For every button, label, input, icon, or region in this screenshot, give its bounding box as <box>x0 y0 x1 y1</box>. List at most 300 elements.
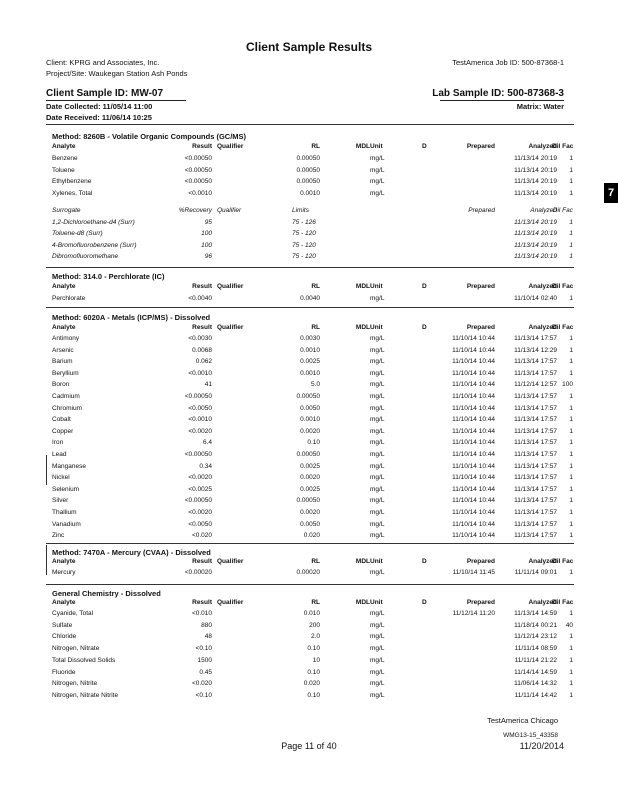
res-cell: <0.0020 <box>188 509 212 516</box>
unit-cell: mg/L <box>370 485 385 493</box>
name-cell: Cobalt <box>52 416 71 424</box>
unit-cell: Unit <box>370 558 383 565</box>
dil-cell: 1 <box>569 358 573 366</box>
rl-cell: 0.0020 <box>300 509 320 516</box>
unit-cell: mg/L <box>370 509 385 516</box>
anal-cell: 11/11/14 14:42 <box>514 691 557 699</box>
method-7470-title: Method: 7470A - Mercury (CVAA) - Dissolved <box>52 548 211 557</box>
name-cell: Ethylbenzene <box>52 178 92 185</box>
name-cell: Cyanide, Total <box>52 610 94 617</box>
table-row <box>52 463 574 473</box>
qual-cell: Qualifier <box>217 558 244 565</box>
table-row <box>52 381 574 391</box>
anal-cell: 11/13/14 17:57 <box>514 532 557 540</box>
dil-cell: Dil Fac <box>552 207 573 214</box>
res-cell: Result <box>192 558 212 565</box>
dil-cell: 1 <box>569 645 573 653</box>
rl-cell: 0.0010 <box>300 189 320 197</box>
anal-cell: 11/13/14 17:57 <box>514 509 557 516</box>
unit-cell: mg/L <box>370 295 385 302</box>
res-cell: <0.020 <box>191 680 212 688</box>
rl-cell: 0.00050 <box>296 155 320 162</box>
name-cell: Barium <box>52 358 73 366</box>
dil-cell: 100 <box>562 381 573 389</box>
dil-cell: 1 <box>569 474 573 482</box>
table-row <box>52 451 574 461</box>
table-row <box>52 295 574 305</box>
lab-id-underline <box>440 100 564 101</box>
prep-cell: 11/10/14 10:44 <box>452 451 495 458</box>
lab-job-id: TestAmerica Job ID: 500-87368-1 <box>452 58 564 67</box>
lim-cell: 75 - 120 <box>292 230 316 237</box>
rl-cell: 10 <box>312 656 320 664</box>
unit-cell: mg/L <box>370 155 385 162</box>
name-cell: Analyte <box>52 324 76 331</box>
name-cell: Arsenic <box>52 346 74 354</box>
name-cell: Nitrogen, Nitrite <box>52 680 98 688</box>
anal-cell: 11/13/14 17:57 <box>514 427 557 435</box>
res-cell: <0.0010 <box>188 369 212 377</box>
table-row <box>52 521 574 531</box>
surrogate-row <box>52 230 574 240</box>
anal-cell: 11/13/14 17:57 <box>514 485 557 493</box>
prep-cell: 11/10/14 10:44 <box>452 369 495 377</box>
dil-cell: 1 <box>569 497 573 505</box>
footer-lab-name: TestAmerica Chicago <box>487 716 558 725</box>
table-row <box>52 509 574 519</box>
name-cell: Perchlorate <box>52 295 86 302</box>
name-cell: Benzene <box>52 155 78 162</box>
date-received: Date Received: 11/06/14 10:25 <box>46 113 152 122</box>
res-cell: 41 <box>204 381 212 389</box>
d-cell: D <box>422 324 427 331</box>
res-cell: <0.0020 <box>188 427 212 435</box>
name-cell: Copper <box>52 427 74 435</box>
name-cell: Zinc <box>52 532 65 540</box>
table-row <box>52 610 574 620</box>
res-cell: <0.00050 <box>184 178 212 185</box>
res-cell: <0.0010 <box>188 416 212 424</box>
unit-cell: mg/L <box>370 610 385 617</box>
unit-cell: mg/L <box>370 451 385 458</box>
client-sample-id: Client Sample ID: MW-07 <box>46 88 164 99</box>
prep-cell: 11/10/14 10:44 <box>452 520 495 528</box>
mdl-cell: MDL <box>355 143 370 150</box>
section-divider <box>46 543 574 544</box>
margin-mark <box>46 545 47 575</box>
anal-cell: 11/13/14 17:57 <box>514 439 557 447</box>
rl-cell: 0.0050 <box>300 404 320 412</box>
rl-cell: 0.00050 <box>296 178 320 185</box>
rl-cell: 0.10 <box>307 691 320 699</box>
rl-cell: 200 <box>309 621 320 629</box>
rl-cell: 0.00050 <box>296 451 320 458</box>
unit-cell: mg/L <box>370 189 385 197</box>
table-row <box>52 474 574 484</box>
dil-cell: 40 <box>565 621 573 629</box>
name-cell: Nitrogen, Nitrate <box>52 645 100 653</box>
prep-cell: 11/10/14 10:44 <box>452 416 495 424</box>
res-cell: <0.00050 <box>184 155 212 162</box>
prep-cell: Prepared <box>468 207 495 214</box>
section-divider <box>46 584 574 585</box>
qual-cell: Qualifier <box>217 599 244 606</box>
res-cell: 48 <box>204 633 212 641</box>
column-header-row <box>52 324 574 334</box>
res-cell: 880 <box>201 621 212 629</box>
anal-cell: 11/13/14 17:57 <box>514 404 557 412</box>
unit-cell: mg/L <box>370 416 385 424</box>
dil-cell: 1 <box>569 462 573 470</box>
sample-id-underline <box>46 100 186 101</box>
name-cell: Toluene <box>52 166 75 174</box>
prep-cell: 11/10/14 10:44 <box>452 462 495 470</box>
res-cell: Result <box>192 143 212 150</box>
rl-cell: 0.0050 <box>300 520 320 528</box>
rec-cell: 95 <box>204 218 212 226</box>
section-divider <box>46 307 574 308</box>
res-cell: <0.020 <box>191 532 212 540</box>
name-cell: Lead <box>52 451 67 458</box>
name-cell: 1,2-Dichloroethane-d4 (Surr) <box>52 218 135 226</box>
prep-cell: 11/10/14 10:44 <box>452 427 495 435</box>
qual-cell: Qualifier <box>217 207 242 214</box>
prep-cell: Prepared <box>466 283 495 290</box>
general-chem-title: General Chemistry - Dissolved <box>52 589 161 598</box>
name-cell: Toluene-d8 (Surr) <box>52 230 103 237</box>
dil-cell: 1 <box>569 189 573 197</box>
prep-cell: 11/10/14 10:44 <box>452 404 495 412</box>
dil-cell: 1 <box>569 404 573 412</box>
prep-cell: 11/10/14 10:44 <box>452 381 495 389</box>
rl-cell: 0.00050 <box>296 393 320 400</box>
name-cell: 4-Bromofluorobenzene (Surr) <box>52 241 137 249</box>
prep-cell: 11/10/14 10:44 <box>452 509 495 516</box>
rl-cell: 0.0020 <box>300 427 320 435</box>
d-cell: D <box>422 143 427 150</box>
page-title: Client Sample Results <box>245 40 373 54</box>
unit-cell: mg/L <box>370 369 385 377</box>
dil-cell: 1 <box>569 485 573 493</box>
method-6020-title: Method: 6020A - Metals (ICP/MS) - Dissolved <box>52 313 211 322</box>
name-cell: Dibromofluoromethane <box>52 253 119 260</box>
unit-cell: mg/L <box>370 520 385 528</box>
res-cell: <0.0010 <box>188 189 212 197</box>
anal-cell: 11/13/14 20:19 <box>514 155 557 162</box>
prep-cell: 11/10/14 10:44 <box>452 532 495 540</box>
res-cell: <0.0020 <box>188 474 212 482</box>
column-header-row <box>52 283 574 293</box>
anal-cell: 11/11/14 09:01 <box>514 569 557 576</box>
res-cell: 0.0068 <box>192 346 212 354</box>
anal-cell: 11/13/14 20:19 <box>514 241 557 249</box>
res-cell: <0.10 <box>195 691 212 699</box>
dil-cell: 1 <box>569 633 573 641</box>
table-row <box>52 439 574 449</box>
qual-cell: Qualifier <box>217 143 244 150</box>
anal-cell: 11/13/14 17:57 <box>514 462 557 470</box>
rl-cell: 0.020 <box>303 680 320 688</box>
name-cell: Nitrogen, Nitrate Nitrite <box>52 691 119 699</box>
name-cell: Manganese <box>52 462 86 470</box>
rl-cell: 0.00020 <box>296 569 320 576</box>
unit-cell: mg/L <box>370 393 385 400</box>
rl-cell: 2.0 <box>310 633 320 641</box>
dil-cell: 1 <box>569 439 573 447</box>
unit-cell: mg/L <box>370 645 385 653</box>
table-row <box>52 393 574 403</box>
prep-cell: Prepared <box>466 558 495 565</box>
anal-cell: Analyzed <box>530 207 557 214</box>
unit-cell: mg/L <box>370 668 385 676</box>
name-cell: Total Dissolved Solids <box>52 656 116 664</box>
rl-cell: 0.0025 <box>300 485 320 493</box>
method-314-title: Method: 314.0 - Perchlorate (IC) <box>52 272 165 281</box>
name-cell: Analyte <box>52 599 76 606</box>
table-row <box>52 497 574 507</box>
method-8260-title: Method: 8260B - Volatile Organic Compounds (GC/MS) <box>52 132 247 141</box>
anal-cell: 11/06/14 14:32 <box>514 680 557 688</box>
column-header-row <box>52 143 574 153</box>
unit-cell: mg/L <box>370 569 385 576</box>
anal-cell: 11/18/14 00:21 <box>514 621 557 629</box>
unit-cell: mg/L <box>370 633 385 641</box>
dil-cell: 1 <box>569 451 573 458</box>
name-cell: Cadmium <box>52 393 80 400</box>
res-cell: 0.34 <box>199 462 212 470</box>
anal-cell: 11/13/14 17:57 <box>514 497 557 505</box>
anal-cell: Analyzed <box>528 143 557 150</box>
anal-cell: Analyzed <box>528 558 557 565</box>
rl-cell: 0.00050 <box>296 166 320 174</box>
prep-cell: Prepared <box>466 599 495 606</box>
rl-cell: 0.0010 <box>300 369 320 377</box>
name-cell: Fluoride <box>52 668 76 676</box>
prep-cell: 11/12/14 11:20 <box>452 610 495 617</box>
dil-cell: 1 <box>569 369 573 377</box>
rec-cell: %Recovery <box>178 207 212 214</box>
dil-cell: Dil Fac <box>552 324 574 331</box>
unit-cell: mg/L <box>370 427 385 435</box>
rl-cell: 0.0010 <box>300 346 320 354</box>
prep-cell: 11/10/14 10:44 <box>452 474 495 482</box>
rec-cell: 96 <box>204 253 212 260</box>
dil-cell: 1 <box>569 668 573 676</box>
rl-cell: 0.0020 <box>300 474 320 482</box>
table-row <box>52 347 574 357</box>
rl-cell: 0.10 <box>307 439 320 447</box>
lim-cell: Limits <box>292 207 309 214</box>
prep-cell: 11/10/14 10:44 <box>452 497 495 505</box>
name-cell: Vanadium <box>52 520 81 528</box>
lab-sample-id: Lab Sample ID: 500-87368-3 <box>432 88 564 99</box>
name-cell: Xylenes, Total <box>52 189 93 197</box>
table-row <box>52 370 574 380</box>
name-cell: Surrogate <box>52 207 81 214</box>
dil-cell: 1 <box>569 416 573 424</box>
mdl-cell: MDL <box>355 599 370 606</box>
anal-cell: 11/12/14 23:12 <box>514 633 557 641</box>
res-cell: 0.062 <box>195 358 212 366</box>
table-row <box>52 335 574 345</box>
rl-cell: 0.010 <box>303 610 320 617</box>
table-row <box>52 155 574 165</box>
table-row <box>52 178 574 188</box>
table-row <box>52 633 574 643</box>
unit-cell: mg/L <box>370 166 385 174</box>
res-cell: <0.0050 <box>188 404 212 412</box>
section-tab: 7 <box>604 183 618 203</box>
rl-cell: 0.00050 <box>296 497 320 505</box>
dil-cell: 1 <box>569 610 573 617</box>
res-cell: Result <box>192 324 212 331</box>
res-cell: <0.0050 <box>188 520 212 528</box>
prep-cell: 11/10/14 10:44 <box>452 335 495 342</box>
res-cell: Result <box>192 599 212 606</box>
dil-cell: 1 <box>569 218 573 226</box>
unit-cell: mg/L <box>370 680 385 688</box>
table-row <box>52 405 574 415</box>
anal-cell: 11/13/14 20:19 <box>514 253 557 260</box>
table-row <box>52 569 574 579</box>
anal-cell: 11/14/14 14:59 <box>514 668 557 676</box>
unit-cell: mg/L <box>370 178 385 185</box>
date-collected: Date Collected: 11/05/14 11:00 <box>46 102 153 111</box>
dil-cell: 1 <box>569 656 573 664</box>
anal-cell: 11/10/14 02:40 <box>514 295 557 302</box>
unit-cell: mg/L <box>370 439 385 447</box>
unit-cell: mg/L <box>370 474 385 482</box>
anal-cell: Analyzed <box>528 599 557 606</box>
dil-cell: 1 <box>569 569 573 576</box>
anal-cell: 11/13/14 17:57 <box>514 335 557 342</box>
rl-cell: 0.0025 <box>300 462 320 470</box>
unit-cell: mg/L <box>370 335 385 342</box>
name-cell: Selenium <box>52 485 80 493</box>
unit-cell: mg/L <box>370 381 385 389</box>
anal-cell: 11/13/14 17:57 <box>514 393 557 400</box>
anal-cell: 11/13/14 17:57 <box>514 451 557 458</box>
name-cell: Chloride <box>52 633 77 641</box>
anal-cell: 11/13/14 17:57 <box>514 416 557 424</box>
header-divider <box>46 124 574 125</box>
dil-cell: 1 <box>569 532 573 540</box>
d-cell: D <box>422 558 427 565</box>
res-cell: <0.00020 <box>184 569 212 576</box>
unit-cell: Unit <box>370 283 383 290</box>
unit-cell: Unit <box>370 324 383 331</box>
rl-cell: RL <box>311 558 320 565</box>
dil-cell: 1 <box>569 155 573 162</box>
rl-cell: RL <box>311 599 320 606</box>
prep-cell: 11/10/14 10:44 <box>452 485 495 493</box>
surrogate-row <box>52 242 574 252</box>
anal-cell: 11/11/14 08:59 <box>514 645 557 653</box>
table-row <box>52 657 574 667</box>
anal-cell: 11/13/14 17:57 <box>514 369 557 377</box>
section-divider <box>46 267 574 268</box>
surrogate-row <box>52 219 574 229</box>
res-cell: <0.0030 <box>188 335 212 342</box>
res-cell: <0.00050 <box>184 393 212 400</box>
name-cell: Thallium <box>52 509 77 516</box>
unit-cell: mg/L <box>370 462 385 470</box>
mdl-cell: MDL <box>355 324 370 331</box>
anal-cell: 11/13/14 20:19 <box>514 230 557 237</box>
name-cell: Beryllium <box>52 369 79 377</box>
name-cell: Analyte <box>52 558 76 565</box>
anal-cell: 11/13/14 12:29 <box>514 346 557 354</box>
unit-cell: Unit <box>370 599 383 606</box>
table-row <box>52 669 574 679</box>
anal-cell: 11/13/14 20:19 <box>514 166 557 174</box>
lim-cell: 75 - 120 <box>292 241 316 249</box>
name-cell: Chromium <box>52 404 82 412</box>
res-cell: <0.10 <box>195 645 212 653</box>
unit-cell: mg/L <box>370 404 385 412</box>
unit-cell: mg/L <box>370 497 385 505</box>
dil-cell: Dil Fac <box>552 283 574 290</box>
unit-cell: mg/L <box>370 621 385 629</box>
name-cell: Analyte <box>52 283 76 290</box>
anal-cell: 11/13/14 17:57 <box>514 520 557 528</box>
prep-cell: 11/10/14 10:44 <box>452 439 495 447</box>
table-row <box>52 358 574 368</box>
res-cell: <0.00050 <box>184 451 212 458</box>
name-cell: Nickel <box>52 474 70 482</box>
unit-cell: mg/L <box>370 346 385 354</box>
res-cell: 1500 <box>197 656 212 664</box>
project-site: Project/Site: Waukegan Station Ash Ponds <box>46 69 188 78</box>
unit-cell: mg/L <box>370 691 385 699</box>
res-cell: <0.010 <box>191 610 212 617</box>
rl-cell: RL <box>311 143 320 150</box>
page-number: Page 11 of 40 <box>281 741 337 751</box>
dil-cell: Dil Fac <box>552 143 574 150</box>
dil-cell: 1 <box>569 427 573 435</box>
anal-cell: Analyzed <box>528 283 557 290</box>
name-cell: Analyte <box>52 143 76 150</box>
surrogate-row <box>52 253 574 263</box>
footer-doc-id: WMG13-15_43358 <box>503 732 558 739</box>
rl-cell: 0.10 <box>307 668 320 676</box>
name-cell: Iron <box>52 439 64 447</box>
rec-cell: 100 <box>201 230 212 237</box>
table-row <box>52 428 574 438</box>
unit-cell: mg/L <box>370 532 385 540</box>
table-row <box>52 692 574 702</box>
rl-cell: 0.10 <box>307 645 320 653</box>
column-header-row <box>52 599 574 609</box>
rl-cell: 0.0025 <box>300 358 320 366</box>
prep-cell: 11/10/14 10:44 <box>452 346 495 354</box>
dil-cell: 1 <box>569 230 573 237</box>
dil-cell: 1 <box>569 166 573 174</box>
column-header-row <box>52 558 574 568</box>
dil-cell: 1 <box>569 346 573 354</box>
table-row <box>52 416 574 426</box>
table-row <box>52 532 574 542</box>
matrix: Matrix: Water <box>516 102 564 111</box>
table-row <box>52 190 574 200</box>
client-name: Client: KPRG and Associates, Inc. <box>46 58 160 67</box>
qual-cell: Qualifier <box>217 324 244 331</box>
lim-cell: 75 - 120 <box>292 253 316 260</box>
dil-cell: 1 <box>569 509 573 516</box>
anal-cell: 11/13/14 20:19 <box>514 189 557 197</box>
d-cell: D <box>422 599 427 606</box>
dil-cell: 1 <box>569 295 573 302</box>
